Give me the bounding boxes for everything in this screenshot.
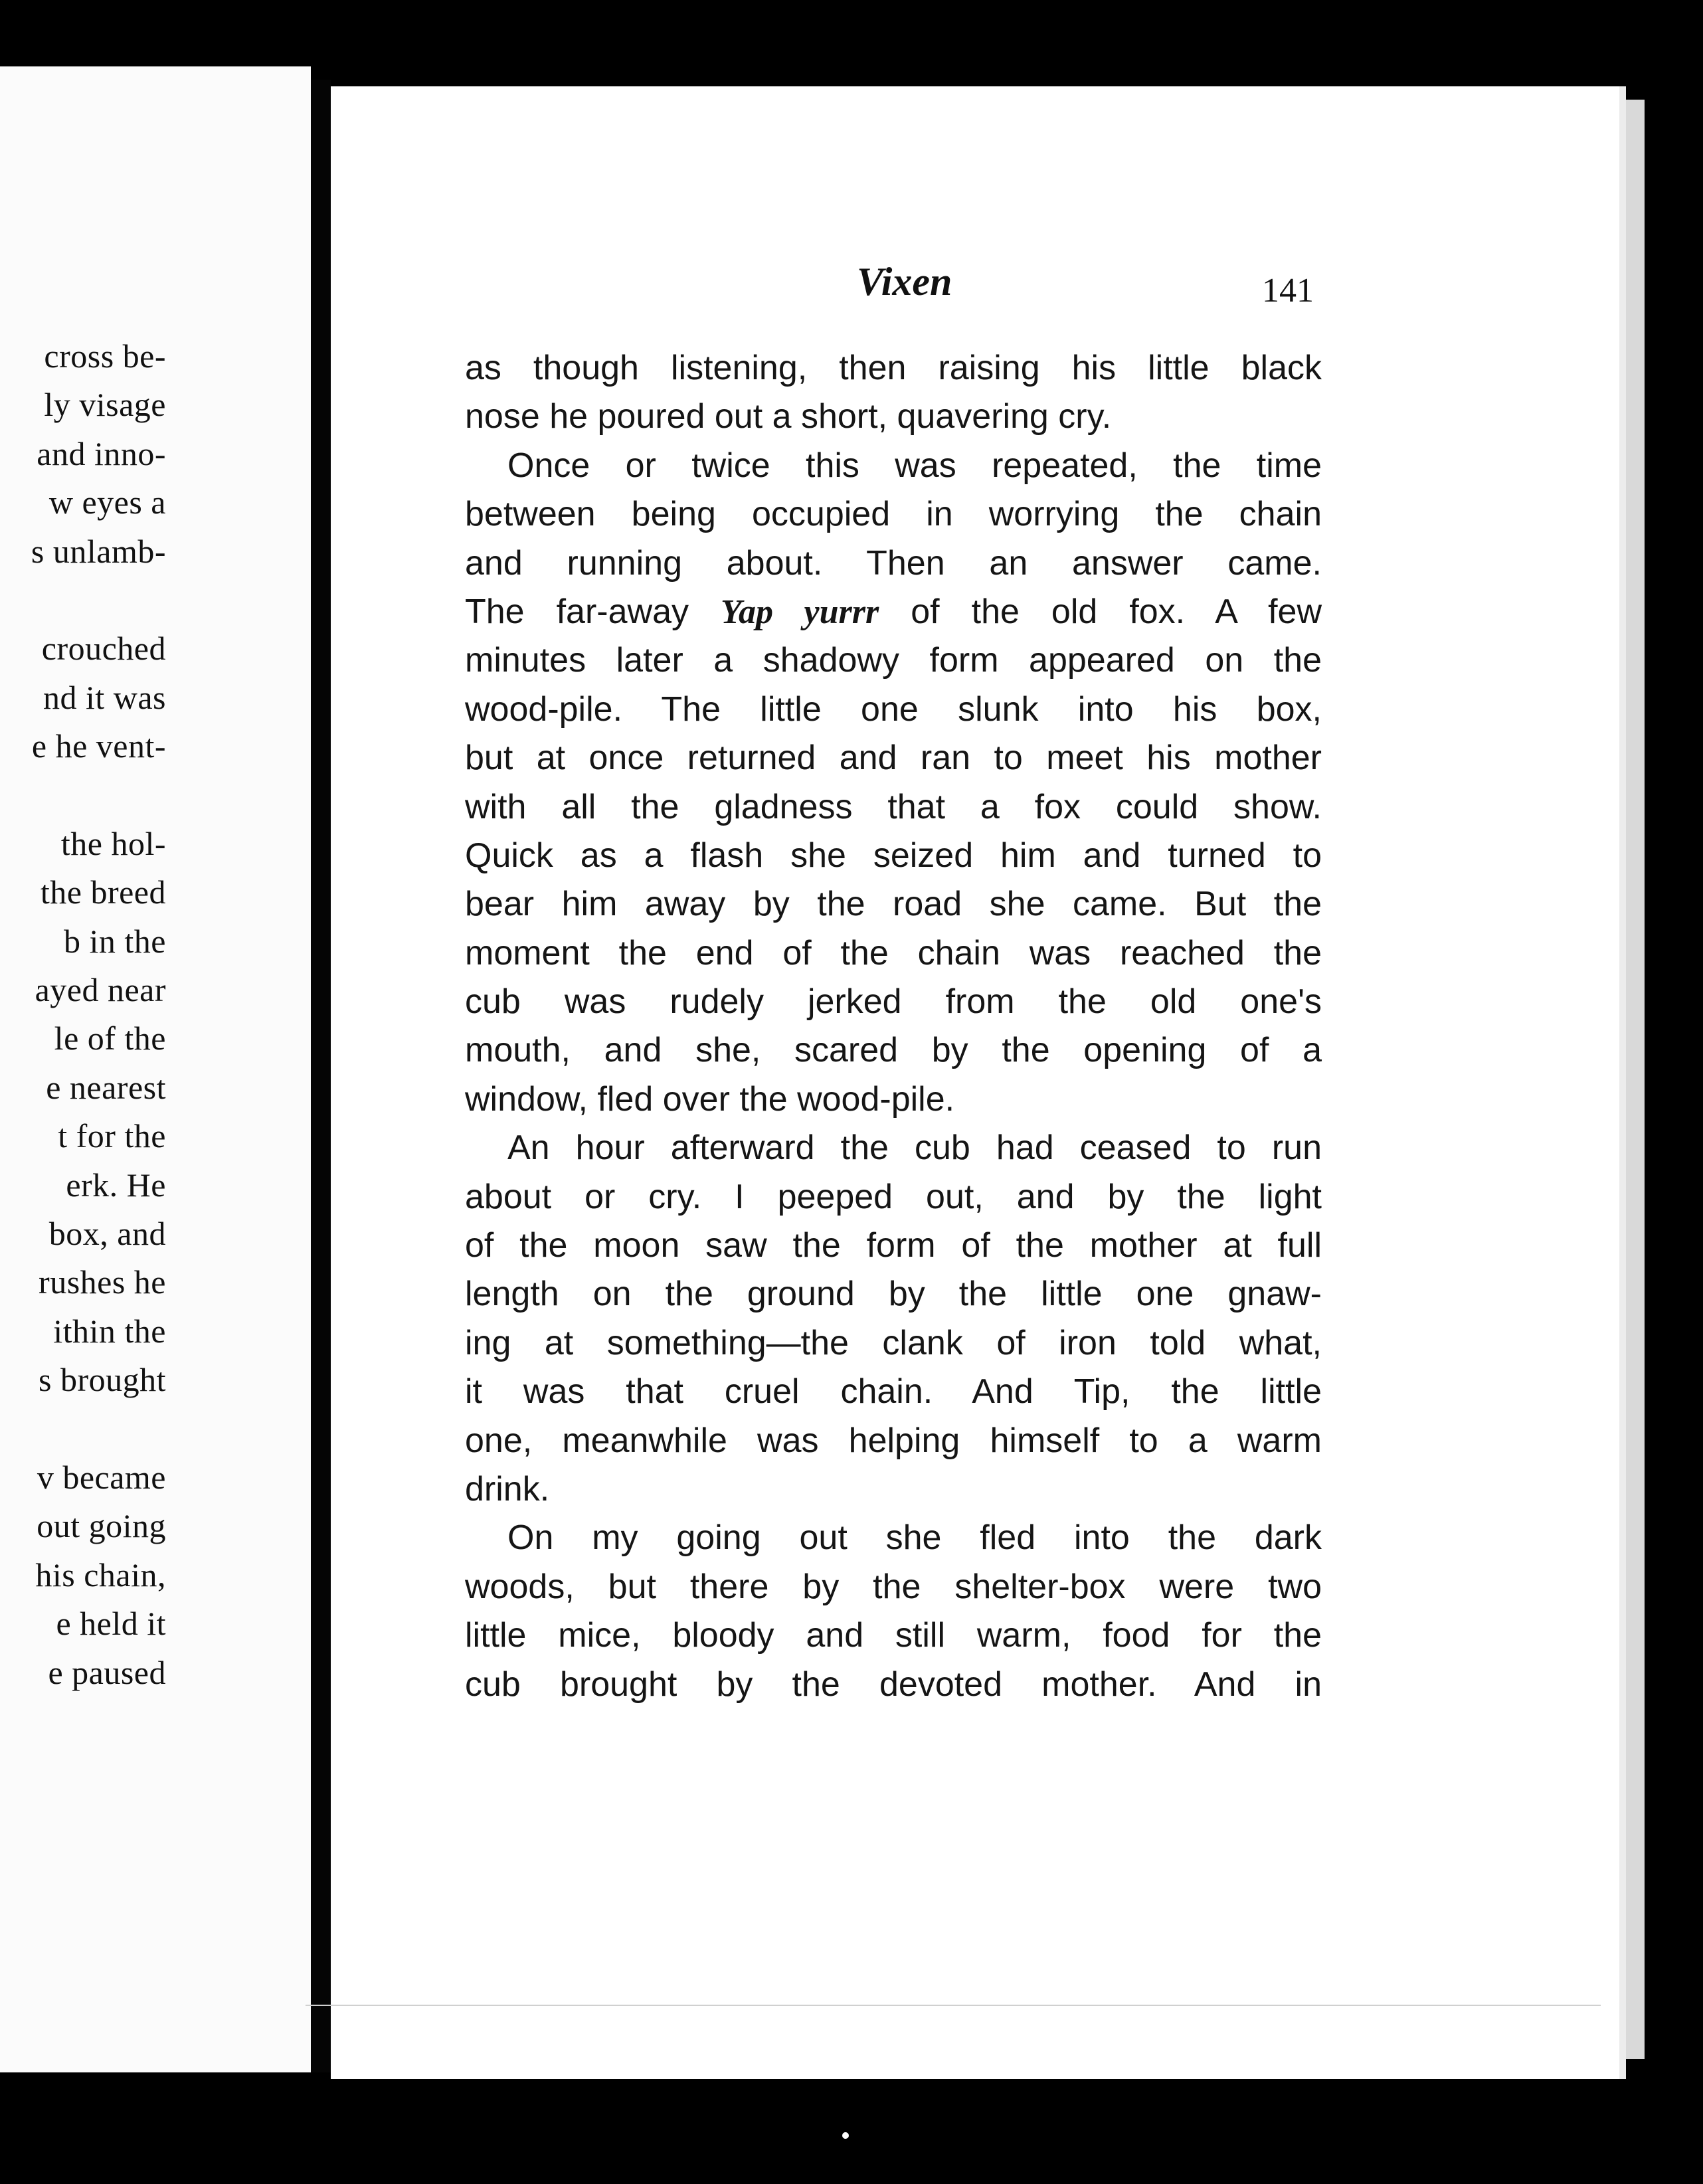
text-line: nose he poured out a short, quavering cry. <box>465 397 1112 436</box>
book-spine <box>311 80 331 2072</box>
left-text-line: le of the <box>54 1020 166 1057</box>
page-edge <box>1626 100 1645 2059</box>
text-line: one, meanwhile was helping himself to a warm <box>465 1421 1322 1460</box>
text-line: of the moon saw the form of the mother at full <box>465 1226 1322 1265</box>
text-line: but at once returned and ran to meet his mother <box>465 739 1322 778</box>
left-text-line: and inno- <box>37 434 166 472</box>
left-text-line: v became <box>37 1458 166 1496</box>
left-text-line: the hol- <box>60 824 166 862</box>
text-line: with all the gladness that a fox could show. <box>465 787 1322 826</box>
text-line: An hour afterward the cub had ceased to run <box>507 1129 1322 1168</box>
text-line: between being occupied in worrying the chain <box>465 495 1322 534</box>
left-text-line: rushes he <box>39 1263 166 1301</box>
left-text-line: e held it <box>56 1605 166 1643</box>
text-line: drink. <box>465 1469 550 1508</box>
running-head: Vixen <box>857 260 952 304</box>
left-text-line: e he vent- <box>31 727 166 765</box>
text-line: length on the ground by the little one gnaw- <box>465 1275 1322 1314</box>
left-text-line: ly visage <box>44 386 166 424</box>
text-line: The far-away Yap yurrr of the old fox. A few <box>465 592 1322 631</box>
left-text-line: cross be- <box>44 337 166 375</box>
text-line: wood-pile. The little one slunk into his box, <box>465 689 1322 729</box>
text-line: and running about. Then an answer came. <box>465 543 1322 583</box>
left-text-line: the breed <box>40 873 166 911</box>
text-line: Once or twice this was repeated, the time <box>507 446 1322 485</box>
left-text-line: s unlamb- <box>31 532 166 570</box>
left-text-line: w eyes a <box>48 484 166 521</box>
text-line: window, fled over the wood-pile. <box>465 1079 955 1119</box>
text-line: ing at something—the clank of iron told what, <box>465 1323 1322 1362</box>
text-line: minutes later a shadowy form appeared on the <box>465 641 1322 680</box>
left-text-line: s brought <box>39 1361 166 1399</box>
text-line: Quick as a flash she seized him and turned to <box>465 836 1322 875</box>
text-line: bear him away by the road she came. But the <box>465 885 1322 924</box>
left-text-gap <box>0 771 166 820</box>
text-line: woods, but there by the shelter-box were two <box>465 1567 1322 1606</box>
left-text-line: erk. He <box>66 1166 166 1204</box>
left-text-line: e nearest <box>46 1068 166 1106</box>
left-text-gap <box>0 576 166 624</box>
left-text-line: t for the <box>58 1117 166 1155</box>
left-text-gap <box>0 1405 166 1453</box>
text-line: it was that cruel chain. And Tip, the little <box>465 1372 1322 1411</box>
left-text-line: crouched <box>41 630 166 668</box>
right-page-text <box>465 344 1322 1709</box>
left-page <box>0 66 311 2072</box>
text-line: little mice, bloody and still warm, food for the <box>465 1616 1322 1655</box>
scan-speck <box>842 2132 849 2139</box>
left-text-line: nd it was <box>43 678 166 716</box>
text-line: On my going out she fled into the dark <box>507 1518 1322 1558</box>
text-line: about or cry. I peeped out, and by the light <box>465 1177 1322 1216</box>
text-line: mouth, and she, scared by the opening of a <box>465 1031 1322 1070</box>
text-line: cub brought by the devoted mother. And in <box>465 1665 1322 1704</box>
page-number: 141 <box>1262 272 1314 310</box>
left-text-line: out going <box>37 1507 166 1545</box>
page-bottom-edge <box>306 2005 1601 2006</box>
left-text-line: his chain, <box>35 1556 166 1593</box>
left-text-line: b in the <box>64 922 166 960</box>
left-text-line: box, and <box>48 1215 166 1253</box>
text-line: as though listening, then raising his little black <box>465 349 1322 387</box>
left-text-line: ayed near <box>35 971 166 1009</box>
text-line: cub was rudely jerked from the old one's <box>465 982 1322 1022</box>
left-text-line: e paused <box>48 1653 166 1691</box>
left-page-text <box>0 332 166 1697</box>
left-text-line: ithin the <box>53 1312 166 1350</box>
text-line: moment the end of the chain was reached the <box>465 933 1322 972</box>
